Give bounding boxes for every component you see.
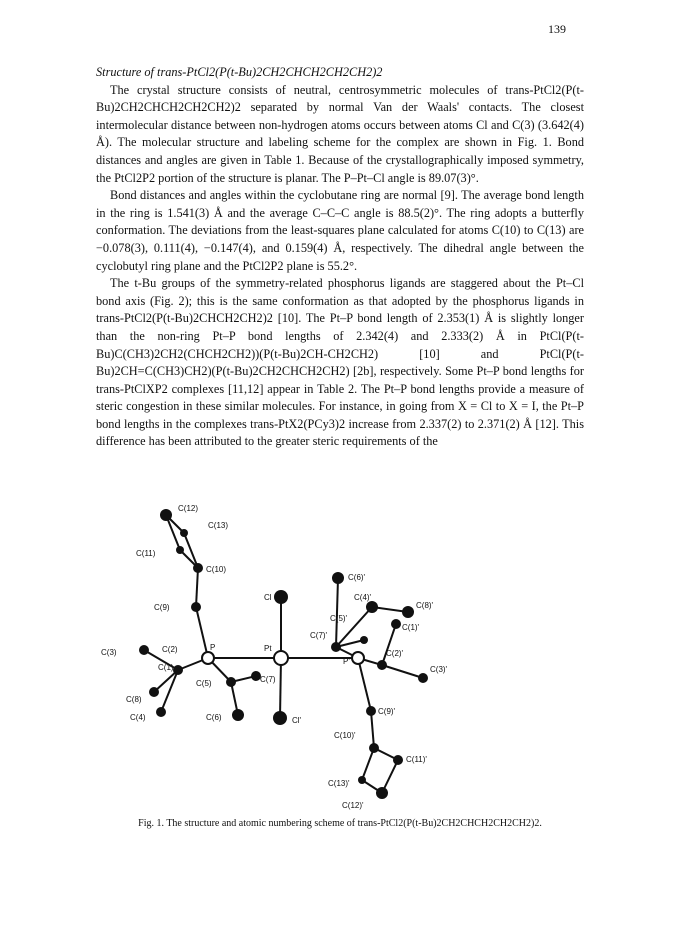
label-c13: C(13) — [208, 521, 229, 530]
label-cl-prime: Cl' — [292, 716, 302, 725]
label-c12: C(12) — [178, 504, 199, 513]
label-c4: C(4) — [130, 713, 146, 722]
figure-caption: Fig. 1. The structure and atomic numbering scheme of trans-PtCl2(P(t-Bu)2CH2CHCH2CH2CH2)2. — [138, 818, 542, 829]
label-c1-prime: C(1)' — [402, 623, 420, 632]
label-c10-prime: C(10)' — [334, 731, 356, 740]
label-p: P — [210, 643, 216, 652]
label-c7-prime: C(7)' — [310, 631, 328, 640]
label-c8-prime: C(8)' — [416, 601, 434, 610]
label-p-prime: P' — [343, 657, 350, 666]
label-c3-prime: C(3)' — [430, 665, 448, 674]
body-text — [96, 64, 584, 451]
label-c4-prime: C(4)' — [354, 593, 372, 602]
label-c9: C(9) — [154, 603, 170, 612]
label-c5-prime: C(5)' — [330, 614, 348, 623]
label-c2-prime: C(2)' — [386, 649, 404, 658]
paragraph-1: The crystal structure consists of neutral, centrosymmetric molecules of trans-PtCl2(P(t-Bu)2CH2CHCH2CH2CH2)2 separated by normal Van der Waals' contacts. The closest intermolecular distance between non-hydrogen atoms occurs between atoms Cl and C(3) (3.642(4) Å). The molecular structure and labeling scheme for the complex are shown in Fig. 1. Bond distances and angles are given in Table 1. Because of the crystallographically imposed symmetry, the PtCl2P2 portion of the structure is planar. The P–Pt–Cl angle is 89.07(3)°. — [96, 82, 584, 185]
atoms — [139, 509, 428, 799]
label-pt: Pt — [264, 644, 272, 653]
label-c9-prime: C(9)' — [378, 707, 396, 716]
label-c11: C(11) — [136, 549, 156, 558]
label-cl: Cl — [264, 593, 272, 602]
label-c11-prime: C(11)' — [406, 755, 427, 764]
paragraph-2: Bond distances and angles within the cyclobutane ring are normal [9]. The average bond length in the ring is 1.541(3) Å and the average C–C–C angle is 88.5(2)°. The ring adopts a butterfly conformation. The deviations from the least-squares plane calculated for atoms C(10) to C(13) are −0.078(3), 0.111(4), −0.147(4), and 0.159(4) Å, respectively. The dihedral angle between the cyclobutyl ring plane and the PtCl2P2 plane is 55.2°. — [96, 188, 584, 273]
section-heading: Structure of trans-PtCl2(P(t-Bu)2CH2CHCH2CH2CH2)2 — [96, 65, 383, 79]
label-c2: C(2) — [162, 645, 178, 654]
label-c6-prime: C(6)' — [348, 573, 366, 582]
molecular-structure-diagram — [96, 490, 584, 815]
figure-1 — [96, 490, 584, 815]
label-c13-prime: C(13)' — [328, 779, 350, 788]
label-c5: C(5) — [196, 679, 212, 688]
label-c8: C(8) — [126, 695, 142, 704]
label-c6: C(6) — [206, 713, 222, 722]
paragraph-3: The t-Bu groups of the symmetry-related phosphorus ligands are staggered about the Pt–Cl bond axis (Fig. 2); this is the same conformation as that adopted by the phosphorus ligands in trans-PtCl2(P(t-Bu)2CHCH2CH2)2 [10]. The Pt–P bond length of 2.353(1) Å is slightly longer than the non-ring Pt–P bond lengths of 2.342(4) and 2.333(2) Å in PtCl(P(t-Bu)C(CH3)2CH2(CHCH2CH2))(P(t-Bu)2CH-CH2CH2) [10] and PtCl(P(t-Bu)2CH=C(CH3)CH2)(P(t-Bu)2CH2CHCH2CH2) [2b], respectively. Some Pt–P bond lengths for trans-PtClXP2 complexes [11,12] appear in Table 2. The Pt–P bond lengths provide a measure of steric congestion in these similar molecules. For instance, in going from X = Cl to X = I, the Pt–P bond lengths in the complexes trans-PtX2(PCy3)2 increase from 2.337(2) to 2.371(2) Å [12]. This difference has been attributed to the greater steric requirements of the — [96, 276, 584, 449]
label-c3: C(3) — [101, 648, 117, 657]
page-number: 139 — [548, 22, 566, 36]
label-c12-prime: C(12)' — [342, 801, 364, 810]
label-c7: C(7) — [260, 675, 276, 684]
label-c1: C(1) — [158, 663, 174, 672]
label-c10: C(10) — [206, 565, 227, 574]
